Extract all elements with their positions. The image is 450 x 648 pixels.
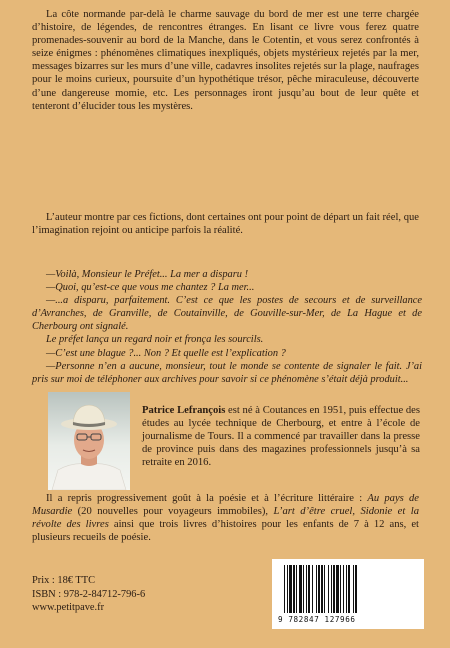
excerpt-line: —Voilà, Monsieur le Préfet... La mer a disparu ! — [46, 269, 249, 280]
author-works — [32, 492, 419, 544]
barcode-bar — [308, 565, 310, 613]
barcode-bar — [318, 565, 320, 613]
barcode-bar — [333, 565, 335, 613]
intro-paragraph-2: L’auteur montre par ces fictions, dont certaines ont pour point de départ un fait réel, que l’imagination rejoint ou anticipe parfois la réalité. — [32, 212, 419, 237]
barcode-bar — [312, 565, 313, 613]
barcode-bar — [331, 565, 332, 613]
barcode — [272, 559, 424, 629]
author-works-text: Il a repris progressivement goût à la poésie et à l’écriture littéraire : — [46, 493, 368, 504]
barcode-bar — [340, 565, 341, 613]
barcode-bar — [324, 565, 325, 613]
barcode-bar — [293, 565, 295, 613]
barcode-bar — [343, 565, 344, 613]
barcode-bar — [353, 565, 354, 613]
book-meta — [32, 574, 192, 615]
work-title: Au pays de Musardie — [32, 493, 419, 518]
website-link[interactable]: www.petitpave.fr — [32, 602, 105, 613]
barcode-bar — [348, 565, 350, 613]
author-bio-text: est né à Coutances en 1951, puis effectue des études au lycée technique de Cherbourg, et entre à l’école de journalisme de Tours. Il a commencé par travailler dans la presse de province puis dans des magazines professionnels jusqu’à sa retraite en 2016. — [142, 405, 420, 469]
barcode-bar — [346, 565, 347, 613]
barcode-bar — [328, 565, 329, 613]
author-photo — [48, 392, 130, 490]
barcode-bar — [296, 565, 297, 613]
price: Prix : 18€ TTC — [32, 575, 96, 586]
isbn: ISBN : 978-2-84712-796-6 — [32, 588, 146, 600]
barcode-bar — [299, 565, 302, 613]
barcode-bar — [289, 565, 292, 613]
barcode-bar — [355, 565, 357, 613]
intro-paragraph-1: La côte normande par-delà le charme sauvage du bord de mer est une terre chargée d’histoire, de légendes, de rencontres étranges. En lisant ce livre vous ferez quatre promenades-souvenir au bord de la Manche, dans le Cotentin, et vous serez confrontés à seize énigmes : phénomènes climatiques inexpliqués, objets mystérieux rejetés par la mer, messages bizarres sur les murs d’une ville, cadavres insolites rejetés sur la plage, naufrages pour le moins curieux, poursuite d’un hypothétique trésor, pêche miraculeuse, découverte d’une dangereuse momie, etc. Les personnages iront jusqu’au bout de leur quête et tenteront d’élucider tous les mystères. — [32, 9, 419, 112]
author-bio — [142, 404, 420, 469]
author-works-text: ainsi que trois livres d’histoires pour les enfants de 7 à 12 ans, et plusieurs recueils de poésie. — [32, 519, 419, 544]
barcode-bar — [303, 565, 304, 613]
excerpt-line: —...a disparu, parfaitement. C’est ce que les postes de secours et de surveillance d’Avranches, de Granville, de Coutainville, de Gouville-sur-Mer, de La Hague et de Cherbourg ont signalé. — [32, 295, 422, 333]
work-title: L’art d’être cruel, Sidonie et la révolte des livres — [32, 506, 419, 531]
barcode-bar — [284, 565, 285, 613]
barcode-bar — [306, 565, 307, 613]
excerpt-line: —Personne n’en a aucune, monsieur, tout le monde se contente de signaler le fait. J’ai pris sur moi de téléphoner aux archives pour savoir si ce phénomène s’était déjà produit... — [32, 360, 422, 385]
barcode-digits: 9 782847 127966 — [278, 615, 356, 624]
excerpt-line: —C’est une blague ?... Non ? Et quelle est l’explication ? — [46, 347, 286, 359]
author-name: Patrice Lefrançois — [142, 405, 226, 416]
barcode-bar — [316, 565, 317, 613]
excerpt-line: —Quoi, qu’est-ce que vous me chantez ? La mer... — [46, 282, 255, 294]
excerpt-line: Le préfet lança un regard noir et fronça les sourcils. — [46, 334, 264, 346]
excerpt-dialog — [32, 268, 422, 386]
barcode-icon — [272, 559, 424, 615]
barcode-bar — [287, 565, 288, 613]
author-portrait-icon — [48, 392, 130, 490]
barcode-bar — [336, 565, 339, 613]
author-works-text: (20 nouvelles pour voyageurs immobiles), — [72, 506, 274, 518]
barcode-bar — [321, 565, 323, 613]
